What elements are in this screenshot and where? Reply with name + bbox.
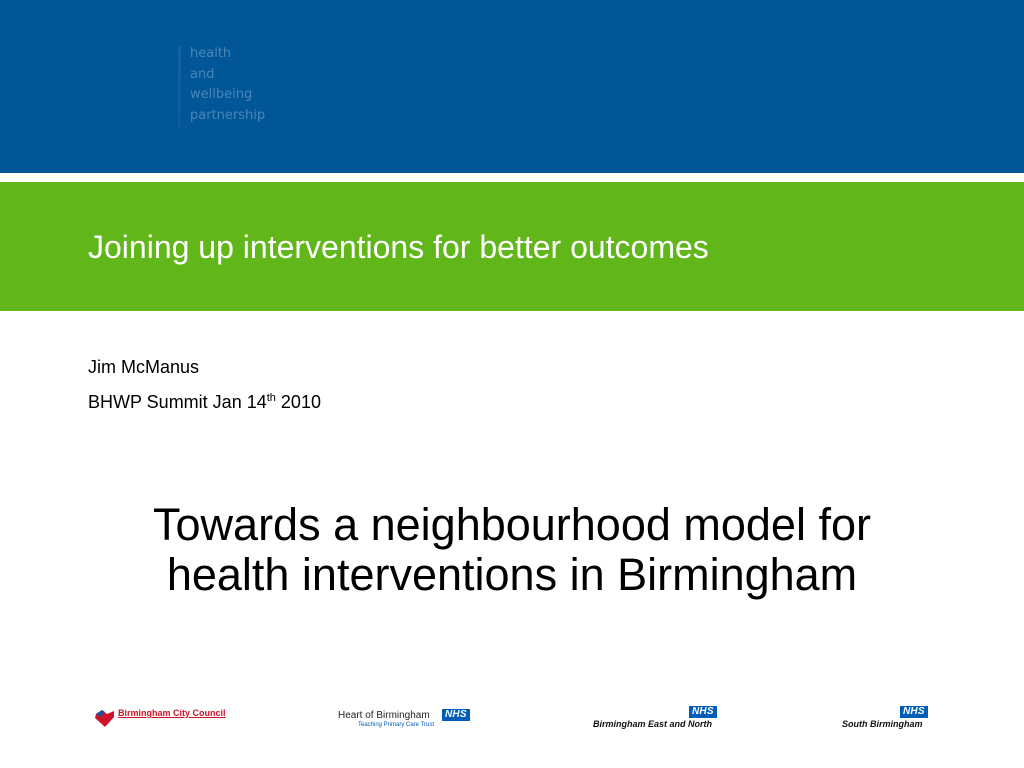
hob-name: Heart of Birmingham bbox=[338, 710, 430, 721]
nhs-logo-icon: NHS bbox=[689, 706, 717, 718]
subtitle-line: Towards a neighbourhood model for bbox=[153, 499, 871, 550]
council-heart-icon bbox=[94, 708, 116, 728]
logo-line: wellbeing bbox=[190, 87, 253, 102]
event-line bbox=[88, 391, 321, 413]
slide-subtitle bbox=[0, 500, 1024, 600]
event-superscript: th bbox=[266, 392, 276, 404]
logo-line: health bbox=[190, 46, 232, 61]
slide-title: Joining up interventions for better outcomes bbox=[88, 229, 709, 265]
hob-subtitle: Teaching Primary Care Trust bbox=[358, 722, 435, 728]
event-text: BHWP Summit Jan 14 bbox=[88, 392, 267, 412]
logo-bar bbox=[178, 46, 181, 128]
event-year: 2010 bbox=[275, 392, 321, 412]
author-name: Jim McManus bbox=[88, 357, 200, 377]
council-name: Birmingham City Council bbox=[118, 708, 226, 718]
logo-line: partnership bbox=[190, 107, 266, 123]
subtitle-line: health interventions in Birmingham bbox=[166, 549, 858, 600]
bean-name: Birmingham East and North bbox=[593, 719, 713, 729]
nhs-logo-icon: NHS bbox=[900, 706, 928, 718]
nhs-logo-icon: NHS bbox=[442, 709, 470, 721]
sb-name: South Birmingham bbox=[842, 719, 923, 729]
logo-text bbox=[190, 44, 265, 126]
logo-line: and bbox=[190, 66, 215, 82]
header-band bbox=[0, 0, 1024, 173]
divider-strip bbox=[0, 173, 1024, 182]
